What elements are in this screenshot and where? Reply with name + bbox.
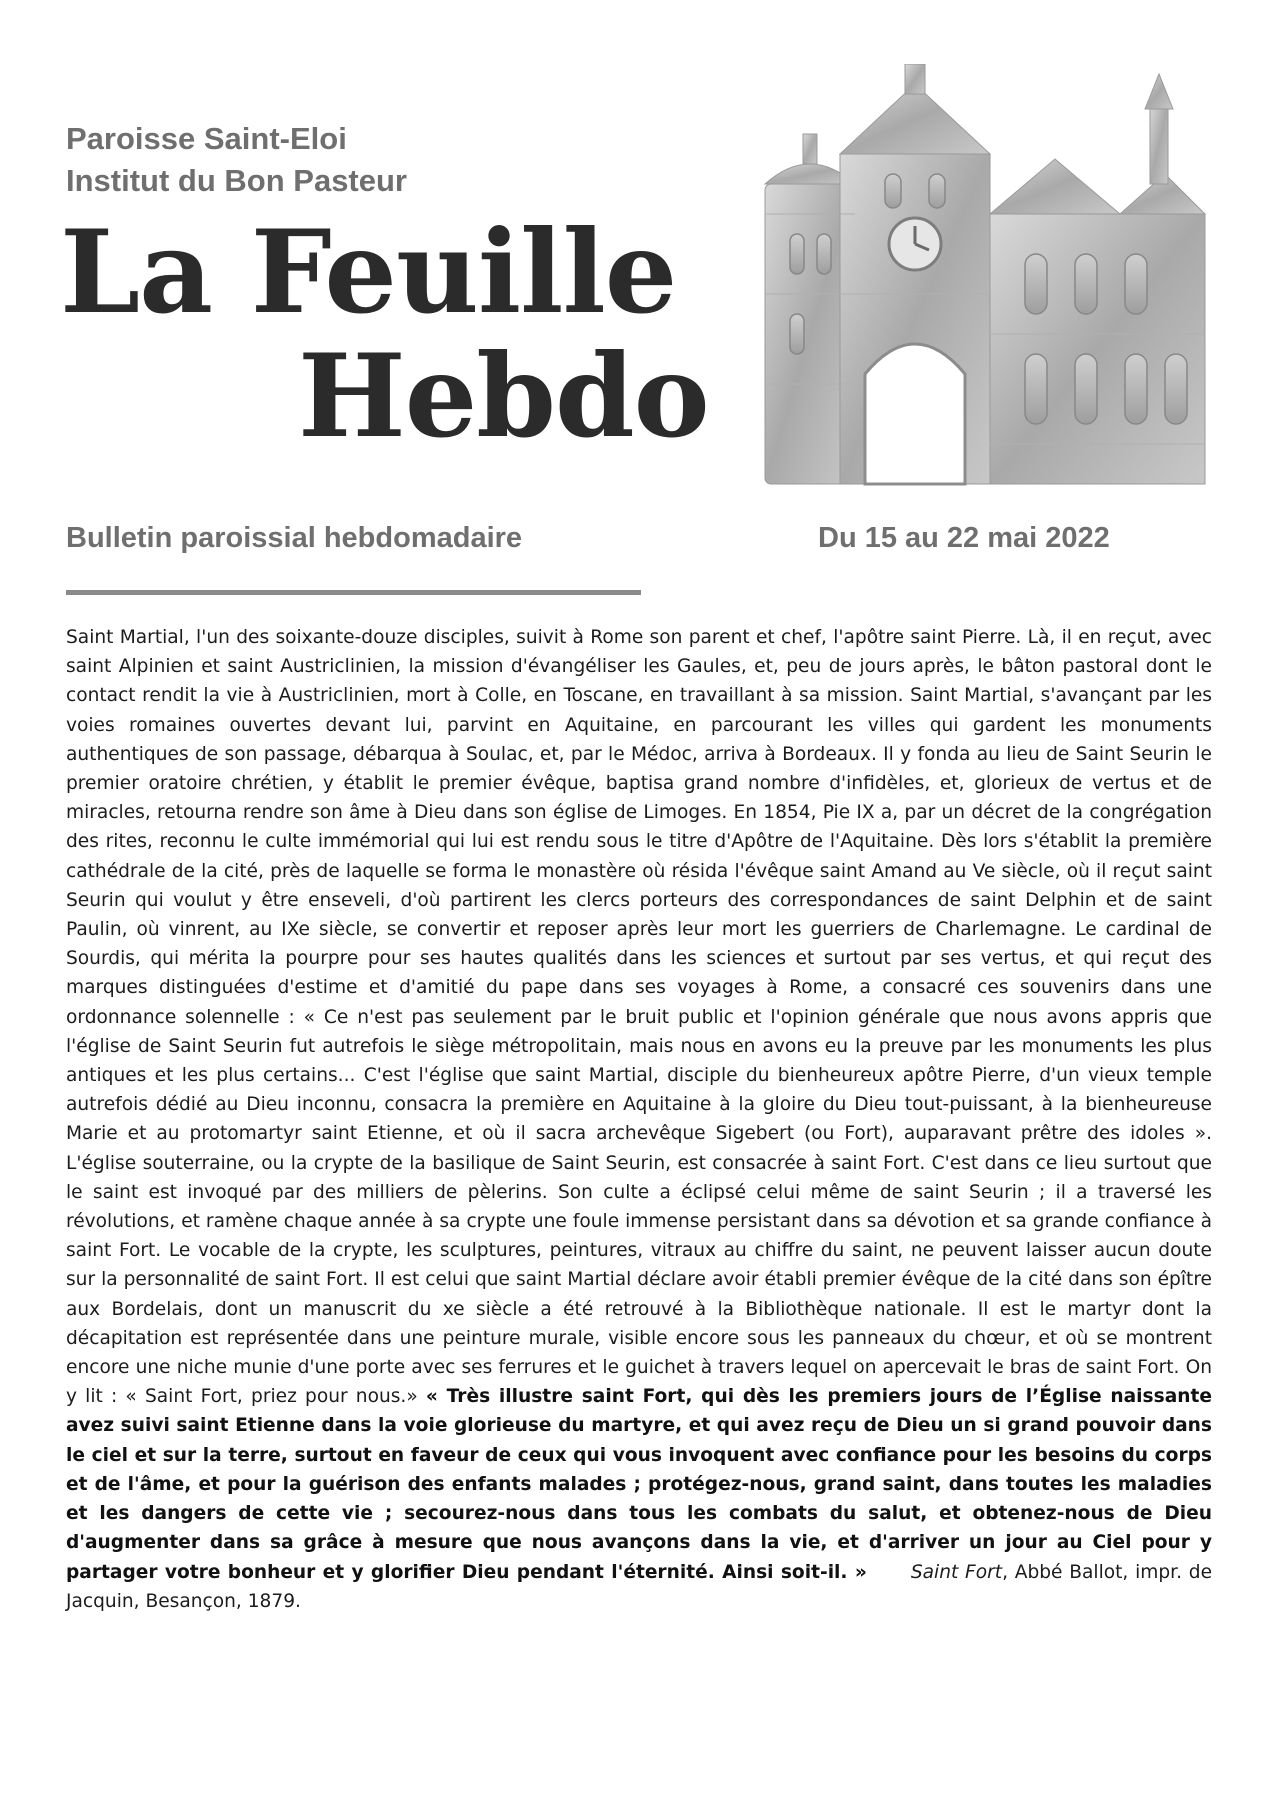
- newsletter-title: [60, 205, 709, 463]
- parish-line-1: Paroisse Saint-Eloi: [66, 121, 347, 156]
- article-body: [66, 623, 1212, 1616]
- source-title: Saint Fort: [910, 1561, 1003, 1583]
- prayer-text: « Très illustre saint Fort, qui dès les premiers jours de l’Église naissante avez suivi saint Etienne dans la voie glorieuse du martyre, et qui avez reçu de Dieu un si grand pouvoir dans le ciel et sur la terre, surtout en faveur de ceux qui vous invoquent avec confiance pour les besoins du corps et de l'âme, et pour la guérison des enfants malades ; protégez-nous, grand saint, dans toutes les maladies et les dangers de cette vie ; secourez-nous dans tous les combats du salut, et obtenez-nous de Dieu d'augmenter dans sa grâce à mesure que nous avançons dans la vie, et d'arriver un jour au Ciel pour y partager votre bonheur et y glorifier Dieu pendant l'éternité. Ainsi soit-il. »: [66, 1386, 1212, 1583]
- parish-line-2: Institut du Bon Pasteur: [66, 163, 407, 198]
- issue-dates: Du 15 au 22 mai 2022: [818, 522, 1110, 554]
- church-tower-illustration: [755, 64, 1215, 504]
- title-line-1: La Feuille: [60, 205, 677, 339]
- source-details: , Abbé Ballot, impr. de Jacquin, Besançon, 1879.: [66, 1561, 1213, 1612]
- header-divider: [66, 590, 641, 595]
- parish-name: [66, 118, 407, 202]
- newsletter-subtitle: Bulletin paroissial hebdomadaire: [66, 522, 523, 554]
- title-line-2: Hebdo: [298, 329, 709, 463]
- article-text: Saint Martial, l'un des soixante-douze disciples, suivit à Rome son parent et chef, l'apôtre saint Pierre. Là, il en reçut, avec saint Alpinien et saint Austriclinien, la mission d'évangéliser les Gaules, et, peu de jours après, le bâton pastoral dont le contact rendit la vie à Austriclinien, mort à Colle, en Toscane, en travaillant à sa mission. Saint Martial, s'avançant par les voies romaines ouvertes devant lui, parvint en Aquitaine, en parcourant les villes qui gardent les monuments authentiques de son passage, débarqua à Soulac, et, par le Médoc, arriva à Bordeaux. Il y fonda au lieu de Saint Seurin le premier oratoire chrétien, y établit le premier évêque, baptisa grand nombre d'infidèles, et, glorieux de vertus et de miracles, retourna rendre son âme à Dieu dans son église de Limoges. En 1854, Pie IX a, par un décret de la congrégation des rites, reconnu le culte immémorial qui lui est rendu sous le titre d'Apôtre de l'Aquitaine. Dès lors s'établit la première cathédrale de la cité, près de laquelle se forma le monastère où résida l'évêque saint Amand au Ve siècle, où il reçut saint Seurin qui voulut y être enseveli, d'où partirent les clercs porteurs des correspondances de saint Delphin et de saint Paulin, où vinrent, au IXe siècle, se convertir et reposer après leur mort les guerriers de Charlemagne. Le cardinal de Sourdis, qui mérita la pourpre pour ses hautes qualités dans les sciences et surtout par ses vertus, et qui reçut des marques distinguées d'estime et d'amitié du pape dans ses voyages à Rome, a consacré ces souvenirs dans une ordonnance solennelle : « Ce n'est pas seulement par le bruit public et l'opinion générale que nous avons appris que l'église de Saint Seurin fut autrefois le siège métropolitain, mais nous en avons eu la preuve par les monuments les plus antiques et les plus certains... C'est l'église que saint Martial, disciple du bienheureux apôtre Pierre, d'un vieux temple autrefois dédié au Dieu inconnu, consacra la première en Aquitaine à la gloire du Dieu tout-puissant, à la bienheureuse Marie et au protomartyr saint Etienne, et où il sacra archevêque Sigebert (ou Fort), auparavant prêtre des idoles ». L'église souterraine, ou la crypte de la basilique de Saint Seurin, est consacrée à saint Fort. C'est dans ce lieu surtout que le saint est invoqué par des milliers de pèlerins. Son culte a éclipsé celui même de saint Seurin ; il a traversé les révolutions, et ramène chaque année à sa crypte une foule immense persistant dans sa dévotion et sa grande confiance à saint Fort. Le vocable de la crypte, les sculptures, peintures, vitraux au chiffre du saint, ne peuvent laisser aucun doute sur la personnalité de saint Fort. Il est celui que saint Martial déclare avoir établi premier évêque de la cité dans son épître aux Bordelais, dont un manuscrit du xe siècle a été retrouvé à la Bibliothèque nationale. Il est le martyr dont la décapitation est représentée dans une peinture murale, visible encore sous les panneaux du chœur, et où se montrent encore une niche munie d'une porte avec ses ferrures et le guichet à travers lequel on apercevait le bras de saint Fort. On y lit : « Saint Fort, priez pour nous.»: [66, 627, 1212, 1408]
